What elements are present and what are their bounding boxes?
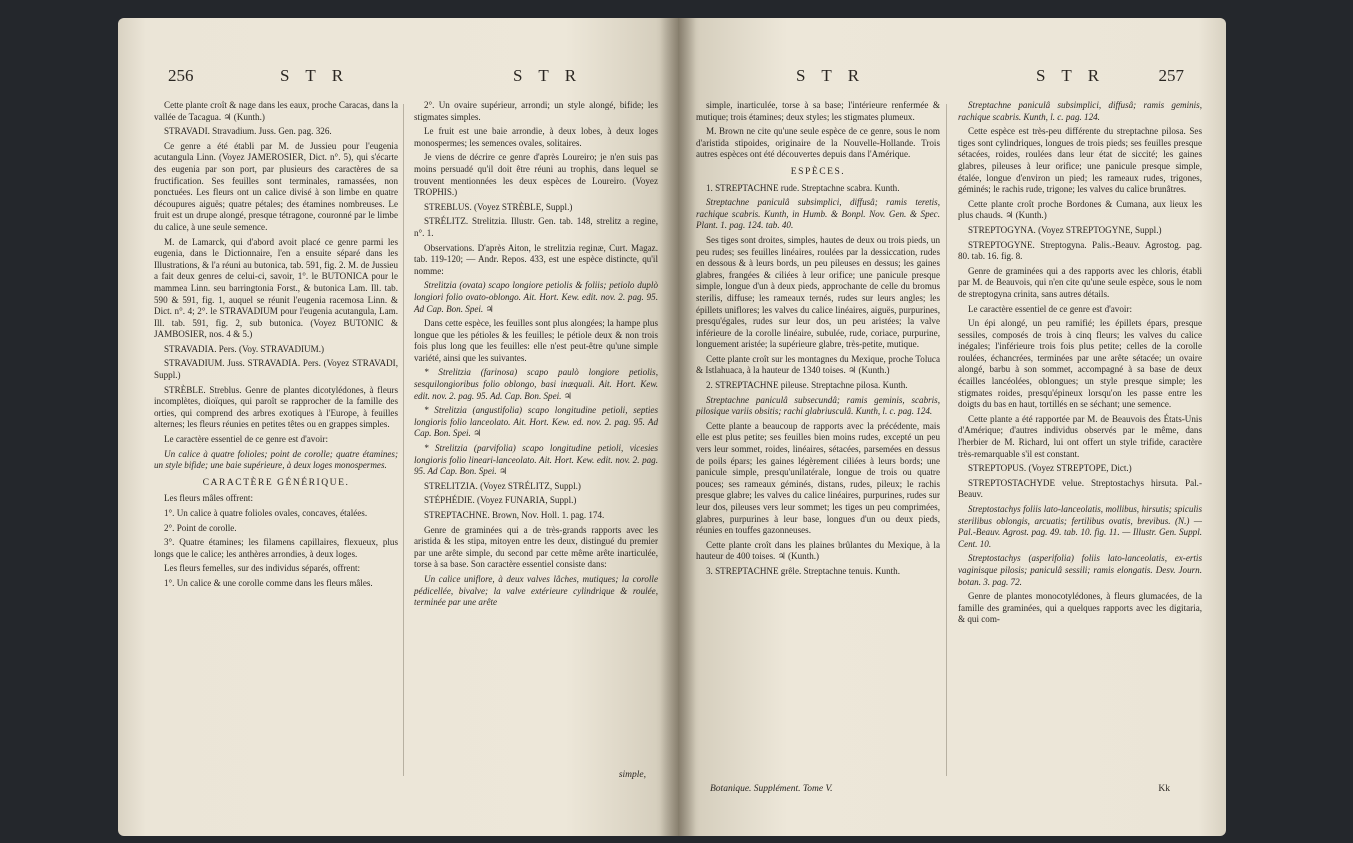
paragraph: Un calice uniflore, à deux valves lâches, mutiques; la corolle pédicellée, bivalve; la valve extérieure cylindrique & roulée, terminée par une arête (414, 573, 658, 608)
paragraph: Genre de graminées qui a des rapports avec les chloris, établi par M. de Beauvois, qui n'en cite qu'une seule espèce, sous le nom de streptogyna crinita, sans autres détails. (958, 265, 1202, 299)
paragraph: Genre de graminées qui a de très-grands rapports avec les aristida & les stipa, mitoyen entre les deux, distingué du premier par une arête simple, du second par cette même arête inarticulée, torse à sa base. Son caractère essentiel consiste dans: (414, 524, 658, 570)
paragraph: Cette espèce est très-peu différente du streptachne pilosa. Ses tiges sont cylindriques, longues de trois pieds; ses feuilles presque sétacées, roides, roulées dans leur état de siccité; les gaines glabres, pileuses à leur orifice; une panicule presque simple, étalée, longue d'environ un pied; les rameaux rudes, trigones, géminés; le rachis rude, trigone; les valves du calice brunâtres. (958, 126, 1202, 195)
paragraph: Les fleurs mâles offrent: (164, 493, 253, 504)
running-head: S T R (280, 66, 350, 85)
paragraph: 2°. Point de corolle. (164, 522, 237, 533)
paragraph: Le caractère essentiel de ce genre est d'avoir: (968, 303, 1132, 314)
paragraph: simple, inarticulée, torse à sa base; l'intérieure renfermée & mutique; trois étamines; deux styles; les stigmates plumeux. (696, 100, 940, 122)
running-head: S T R (513, 66, 583, 85)
paragraph: Streptachne paniculâ subsecundâ; ramis geminis, scabris, pilosique variis obsitis; rachi glabriusculâ. Kunth, l. c. pag. 124. (696, 394, 940, 417)
paragraph: * Strelitzia (angustifolia) scapo longitudine petioli, septies longioris folio lanceolato. Ait. Hort. Kew. ed. nov. 2. pag. 95. Ad Cap. Bon. Spei. ♃ (414, 405, 658, 439)
paragraph: 2. STREPTACHNE pileuse. Streptachne pilosa. Kunth. (706, 380, 908, 391)
paragraph: STRÈBLE. Streblus. Genre de plantes dicotylédones, à fleurs incomplètes, dioïques, qui paroît se rapprocher de la famille des orties, qui comprend des arbres exotiques à l'Europe, à feuilles alternes; les fleurs réunies en petites têtes ou en grappes simples. (154, 384, 398, 430)
paragraph: Un calice à quatre folioles; point de corolle; quatre étamines; un style bifide; une baie supérieure, à deux loges monospermes. (154, 448, 398, 471)
paragraph: Genre de plantes monocotylédones, à fleurs glumacées, de la famille des graminées, qui a quelques rapports avec les digitaria, & qui com- (958, 591, 1202, 625)
paragraph: CARACTÈRE GÉNÉRIQUE. (202, 476, 350, 488)
paragraph: Observations. D'après Aiton, le strelitzia reginæ, Curt. Magaz. tab. 119-120; — Andr. Repos. 433, est une espèce distincte, qu'il nomme: (414, 242, 658, 276)
paragraph: STREBLUS. (Voyez STRÈBLE, Suppl.) (424, 201, 573, 212)
paragraph: Cette plante croît proche Bordones & Cumana, aux lieux les plus chauds. ♃ (Kunth.) (958, 198, 1202, 221)
column-rule (946, 104, 947, 776)
paragraph: Le caractère essentiel de ce genre est d'avoir: (164, 434, 328, 445)
paragraph: STREPTOPUS. (Voyez STREPTOPE, Dict.) (968, 463, 1132, 474)
signature-text: Botanique. Supplément. Tome V. (710, 784, 833, 794)
paragraph: 1°. Un calice à quatre folioles ovales, concaves, étalées. (164, 508, 368, 518)
paragraph: STRAVADIA. Pers. (Voy. STRAVADIUM.) (164, 343, 325, 354)
paragraph: STRAVADI. Stravadium. Juss. Gen. pag. 326. (164, 126, 332, 137)
paragraph: Cette plante croît sur les montagnes du Mexique, proche Toluca & Istlahuaca, à la hauteur de 1340 toises. ♃ (Kunth.) (696, 353, 940, 376)
paragraph: Cette plante croît & nage dans les eaux, proche Caracas, dans la vallée de Tacagua. ♃ (Kunth.) (154, 100, 398, 122)
paragraph: 3°. Quatre étamines; les filamens capillaires, flexueux, plus longs que le calice; les anthères arrondies, à deux loges. (154, 537, 398, 559)
paragraph: 2°. Un ovaire supérieur, arrondi; un style alongé, bifide; les stigmates simples. (414, 100, 658, 122)
paragraph: Les fleurs femelles, sur des individus séparés, offrent: (164, 563, 361, 574)
page-number: 256 (168, 66, 194, 85)
paragraph: STRELITZIA. (Voyez STRÉLITZ, Suppl.) (424, 480, 581, 491)
paragraph: Je viens de décrire ce genre d'après Loureiro; je n'en suis pas moins persuadé qu'il doit être réuni au trophis, dans lequel se trouvent mentionnées les deux espèces de Loureiro. (Voyez TROPHIS.) (414, 152, 658, 198)
right-page-header (678, 66, 1226, 92)
left-page (118, 18, 678, 836)
catchword: simple, (618, 770, 646, 780)
paragraph: M. Brown ne cite qu'une seule espèce de ce genre, sous le nom d'aristida stipoides, originaire de la Nouvelle-Hollande. Trois autres espèces ont été découvertes depuis dans l'Amérique. (696, 126, 940, 160)
paragraph: Ce genre a été établi par M. de Jussieu pour l'eugenia acutangula Linn. (Voyez JAMEROSIER, Dict. n°. 5), qui s'écarte des eugenia par son port, par plusieurs des caractères de sa fructification. Ses feuilles sont terminales, ramassées, non ponctuées. Les fleurs ont un calice divisé à son limbe en quatre découpures aiguës; quatre pétales; des étamines nombreuses. Le fruit est un drupe alongé, presque tétragone, couronné par le limbe du calice, à une seule semence. (154, 140, 398, 232)
paragraph: Streptostachys (asperifolia) foliis lato-lanceolatis, ex-ertis vaginisque pilosis; paniculâ sessili; ramis elongatis. Desv. Journ. botan. 3. pag. 72. (958, 553, 1202, 587)
paragraph: Cette plante croît dans les plaines brûlantes du Mexique, à la hauteur de 400 toises. ♃ (Kunth.) (696, 539, 940, 562)
paragraph: STRÉLITZ. Strelitzia. Illustr. Gen. tab. 148, strelitz a regine, n°. 1. (414, 216, 658, 238)
paragraph: M. de Lamarck, qui d'abord avoit placé ce genre parmi les eugenia, dans le Dictionnaire, l'en a ensuite séparé dans les Illustrations, & l'a réuni au butonica, tab. 591, fig. 2. M. de Jussieu a fait deux genres de celui-ci, savoir, 1°. le BUTONICA pour le mammea Linn. seu barringtonia Forst., & butonica Lam. Ill. tab. 590 & 591, fig. 1, auquel se réunit l'eugenia racemosa Linn. & Dict. n°. 4; 2°. le STRAVADIUM pour l'eugenia acutangula, Lam. Ill. tab. 591, fig. 2, sub butonica. (Voyez BUTONIC & JAMBOSIER, nos. 4 & 5.) (154, 236, 398, 340)
paragraph: Le fruit est une baie arrondie, à deux lobes, à deux loges monospermes; les semences ovales, solitaires. (414, 126, 658, 148)
right-page-column-1 (696, 100, 940, 581)
paragraph: Dans cette espèce, les feuilles sont plus alongées; la hampe plus longue que les pétioles & les feuilles; le pétiole deux & non trois fois plus long que les feuilles: elle n'est peut-être qu'une simple variété, ainsi que les suivantes. (414, 318, 658, 363)
right-page (678, 18, 1226, 836)
paragraph: ESPÈCES. (790, 165, 846, 177)
signature-mark: Kk (1158, 784, 1170, 794)
paragraph: Streptostachys foliis lato-lanceolatis, mollibus, hirsutis; spiculis sterilibus oblongis, arcuatis; fertilibus ovatis, brevibus. (N.) — Pal.-Beauv. Agrost. pag. 49. tab. 10. fig. 11. — Illustr. Gen. Suppl. Cent. 10. (958, 504, 1202, 549)
book-spread (118, 18, 1226, 836)
paragraph: Cette plante a beaucoup de rapports avec la précédente, mais elle est plus petite; ses feuilles bien moins rudes, excepté un peu vers leur sommet, roides, linéaires, sétacées, parsemées en dessus de poils épars; les gaines légèrement ciliées à leurs bords; une panicule simple, presqu'unilatérale, longue de trois ou quatre pouces; ses rameaux géminés, distans, rudes, pileux; le rachis presque glabre; les valves du calice linéaires, purpurines, rudes sur leur dos, pileuses vers leur sommet; les tiges un peu comprimées, glabres, purpurines à leur base, longues d'un ou deux pieds, réunies en touffes gazonneuses. (696, 420, 940, 536)
paragraph: * Strelitzia (farinosa) scapo paulò longiore petiolis, sesquilongioribus folio oblongo, basi inæquali. Ait. Hort. Kew. edit. nov. 2. pag. 95. Ad. Cap. Bon. Spei. ♃ (414, 367, 658, 401)
paragraph: Strelitzia (ovata) scapo longiore petiolis & foliis; petiolo duplò longiori folio ovato-oblongo. Ait. Hort. Kew. edit. nov. 2. pag. 95. Ad Cap. Bon. Spei. ♃ (414, 280, 658, 314)
paragraph: STÉPHÉDIE. (Voyez FUNARIA, Suppl.) (424, 495, 577, 506)
paragraph: STREPTACHNE. Brown, Nov. Holl. 1. pag. 174. (424, 510, 605, 520)
paragraph: 3. STREPTACHNE grêle. Streptachne tenuis. Kunth. (706, 565, 901, 576)
paragraph: Streptachne paniculâ subsimplici, diffusâ; ramis geminis, rachique scabris. Kunth, l. c. pag. 124. (958, 100, 1202, 122)
paragraph: STREPTOGYNA. (Voyez STREPTOGYNE, Suppl.) (968, 224, 1162, 235)
paragraph: Streptachne paniculâ subsimplici, diffusâ; ramis teretis, rachique scabris. Kunth, in Humb. & Bonpl. Nov. Gen. & Spec. Plant. 1. pag. 124. tab. 40. (696, 197, 940, 231)
paragraph: STREPTOGYNE. Streptogyna. Palis.-Beauv. Agrostog. pag. 80. tab. 16. fig. 8. (958, 239, 1202, 262)
page-number: 257 (1158, 66, 1184, 85)
left-page-column-1 (154, 100, 398, 593)
signature-line (710, 784, 950, 794)
running-head: S T R (1036, 66, 1106, 85)
paragraph: Ses tiges sont droites, simples, hautes de deux ou trois pieds, un peu rudes; ses feuilles linéaires, roulées par la dessiccation, rudes en dessous & à leurs bords, un peu pileuses en dessus; les gaines glabres, frangées & ciliées à leur orifice; une panicule presque simple, longue d'un à deux pieds, approchante de celle du bromus sterilis, diffuse; les rameaux ternés, rudes sur leurs angles; les épillets uniflores; les valves du calice linéaires, aiguës, purpurines, presqu'égales, rudes sur leur dos, un peu aristées; la valve inférieure de la corolle linéaire, subulée, rude, coriace, purpurine, longuement aristée; la supérieure glabre, très-petite, mutique. (696, 234, 940, 350)
running-head: S T R (796, 66, 866, 85)
paragraph: Cette plante a été rapportée par M. de Beauvois des États-Unis d'Amérique; d'autres individus observés par le même, dans l'herbier de M. Richard, lui ont offert un style trifide, caractère très-remarquable s'il est constant. (958, 413, 1202, 459)
right-page-column-2 (958, 100, 1202, 629)
paragraph: * Strelitzia (parvifolia) scapo longitudine petioli, vicesies longioris folio lineari-lanceolato. Ait. Hort. Kew. edit. nov. 2. pag. 95. Ad Cap. Bon. Spei. ♃ (414, 443, 658, 477)
paragraph: Un épi alongé, un peu ramifié; les épillets épars, presque sessiles, composés de trois à cinq fleurs; les valves du calice inégales; l'inférieure trois fois plus petite; celles de la corolle roulées, échancrées, terminées par une arête sétacée; un ovaire alongé, barbu à son sommet, accompagné à sa base de deux écailles lancéolées, oblongues; un style presque simple; les stigmates roides, presqu'épineux lorsqu'on les passe entre les doigts du bas en haut, tortillés en se séchant; une semence. (958, 318, 1202, 410)
left-page-column-2 (414, 100, 658, 612)
gutter-shadow (678, 18, 696, 836)
paragraph: STRAVADIUM. Juss. STRAVADIA. Pers. (Voyez STRAVADI, Suppl.) (154, 358, 398, 381)
paragraph: STREPTOSTACHYDE velue. Streptostachys hirsuta. Pal.-Beauv. (958, 477, 1202, 500)
column-rule (403, 104, 404, 776)
gutter-shadow (660, 18, 678, 836)
paragraph: 1°. Un calice & une corolle comme dans les fleurs mâles. (164, 577, 373, 588)
left-page-header (118, 66, 678, 92)
paragraph: 1. STREPTACHNE rude. Streptachne scabra. Kunth. (706, 182, 900, 193)
